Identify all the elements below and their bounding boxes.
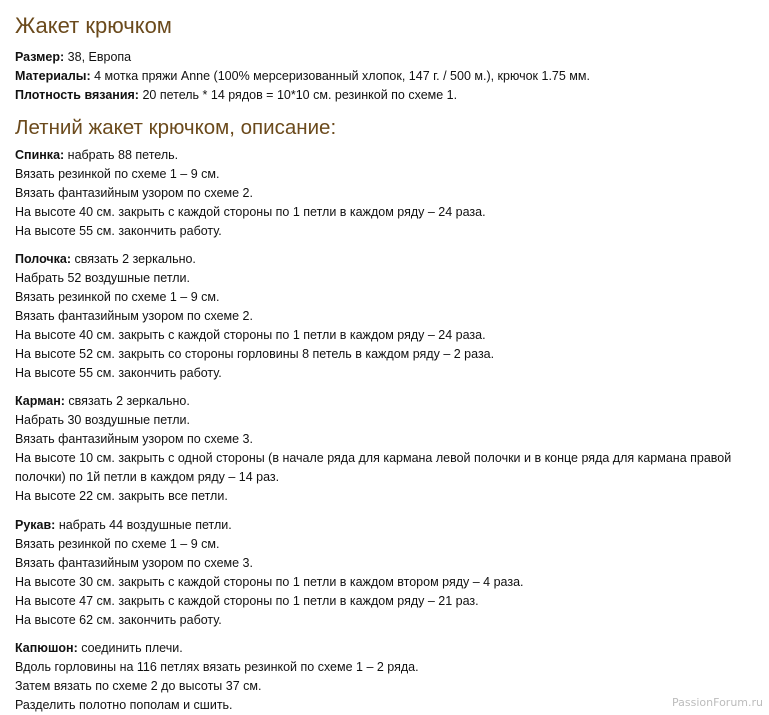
section-label: Карман:	[15, 394, 65, 408]
spec-value: 4 мотка пряжи Anne (100% мерсеризованный хлопок, 147 г. / 500 м.), крючок 1.75 мм.	[90, 69, 590, 83]
spec-materials	[15, 67, 590, 86]
section-text: набрать 44 воздушные петли.	[55, 518, 232, 532]
section-line: Вязать резинкой по схеме 1 – 9 см.	[15, 290, 220, 304]
section-line: Затем вязать по схеме 2 до высоты 37 см.	[15, 679, 262, 693]
section-line: Набрать 30 воздушные петли.	[15, 413, 191, 427]
section-label: Капюшон:	[15, 641, 78, 655]
section-line: Вязать фантазийным узором по схеме 3.	[15, 556, 253, 570]
section-first-line	[15, 392, 755, 411]
section-first-line	[15, 639, 419, 658]
description-heading: Летний жакет крючком, описание:	[15, 116, 337, 139]
site-watermark: PassionForum.ru	[672, 696, 763, 709]
section-hood	[15, 639, 419, 715]
section-front	[15, 250, 494, 383]
specs-block	[15, 48, 590, 105]
section-line: Вязать фантазийным узором по схеме 2.	[15, 309, 253, 323]
section-text: связать 2 зеркально.	[64, 394, 190, 408]
section-label: Полочка:	[15, 252, 72, 266]
section-line: Вязать фантазийным узором по схеме 3.	[15, 432, 253, 446]
section-line: На высоте 40 см. закрыть с каждой стороны по 1 петли в каждом ряду – 24 раза.	[15, 205, 486, 219]
section-line: На высоте 22 см. закрыть все петли.	[15, 489, 228, 503]
section-text: соединить плечи.	[77, 641, 183, 655]
section-first-line	[15, 250, 494, 269]
section-first-line	[15, 516, 524, 535]
section-back	[15, 146, 486, 241]
spec-value: 20 петель * 14 рядов = 10*10 см. резинкой по схеме 1.	[138, 88, 458, 102]
section-text: набрать 88 петель.	[64, 148, 179, 162]
spec-label: Плотность вязания:	[15, 88, 139, 102]
section-sleeve	[15, 516, 524, 630]
section-label: Спинка:	[15, 148, 65, 162]
section-line: Вязать резинкой по схеме 1 – 9 см.	[15, 537, 220, 551]
section-line: На высоте 30 см. закрыть с каждой стороны по 1 петли в каждом втором ряду – 4 раза.	[15, 575, 524, 589]
spec-value: 38, Европа	[64, 50, 132, 64]
section-text: связать 2 зеркально.	[71, 252, 196, 266]
section-line: Разделить полотно пополам и сшить.	[15, 698, 233, 712]
section-line: Вдоль горловины на 116 петлях вязать резинкой по схеме 1 – 2 ряда.	[15, 660, 419, 674]
section-label: Рукав:	[15, 518, 56, 532]
section-line: На высоте 40 см. закрыть с каждой стороны по 1 петли в каждом ряду – 24 раза.	[15, 328, 486, 342]
page-title: Жакет крючком	[15, 13, 172, 38]
section-line: На высоте 52 см. закрыть со стороны горловины 8 петель в каждом ряду – 2 раза.	[15, 347, 495, 361]
section-pocket	[15, 392, 755, 506]
section-line: На высоте 55 см. закончить работу.	[15, 224, 222, 238]
spec-label: Материалы:	[15, 69, 91, 83]
section-first-line	[15, 146, 486, 165]
section-line: Вязать резинкой по схеме 1 – 9 см.	[15, 167, 220, 181]
section-line: На высоте 47 см. закрыть с каждой стороны по 1 петли в каждом ряду – 21 раз.	[15, 594, 479, 608]
spec-size	[15, 48, 590, 67]
section-line: На высоте 55 см. закончить работу.	[15, 366, 222, 380]
spec-label: Размер:	[15, 50, 65, 64]
section-line: Вязать фантазийным узором по схеме 2.	[15, 186, 253, 200]
spec-gauge	[15, 86, 590, 105]
section-line: Набрать 52 воздушные петли.	[15, 271, 191, 285]
section-line: На высоте 62 см. закончить работу.	[15, 613, 222, 627]
section-line: На высоте 10 см. закрыть с одной стороны (в начале ряда для кармана левой полочки и в конце ряда для кармана правой полочки) по 1й петли в каждом ряду – 14 раз.	[15, 451, 732, 484]
